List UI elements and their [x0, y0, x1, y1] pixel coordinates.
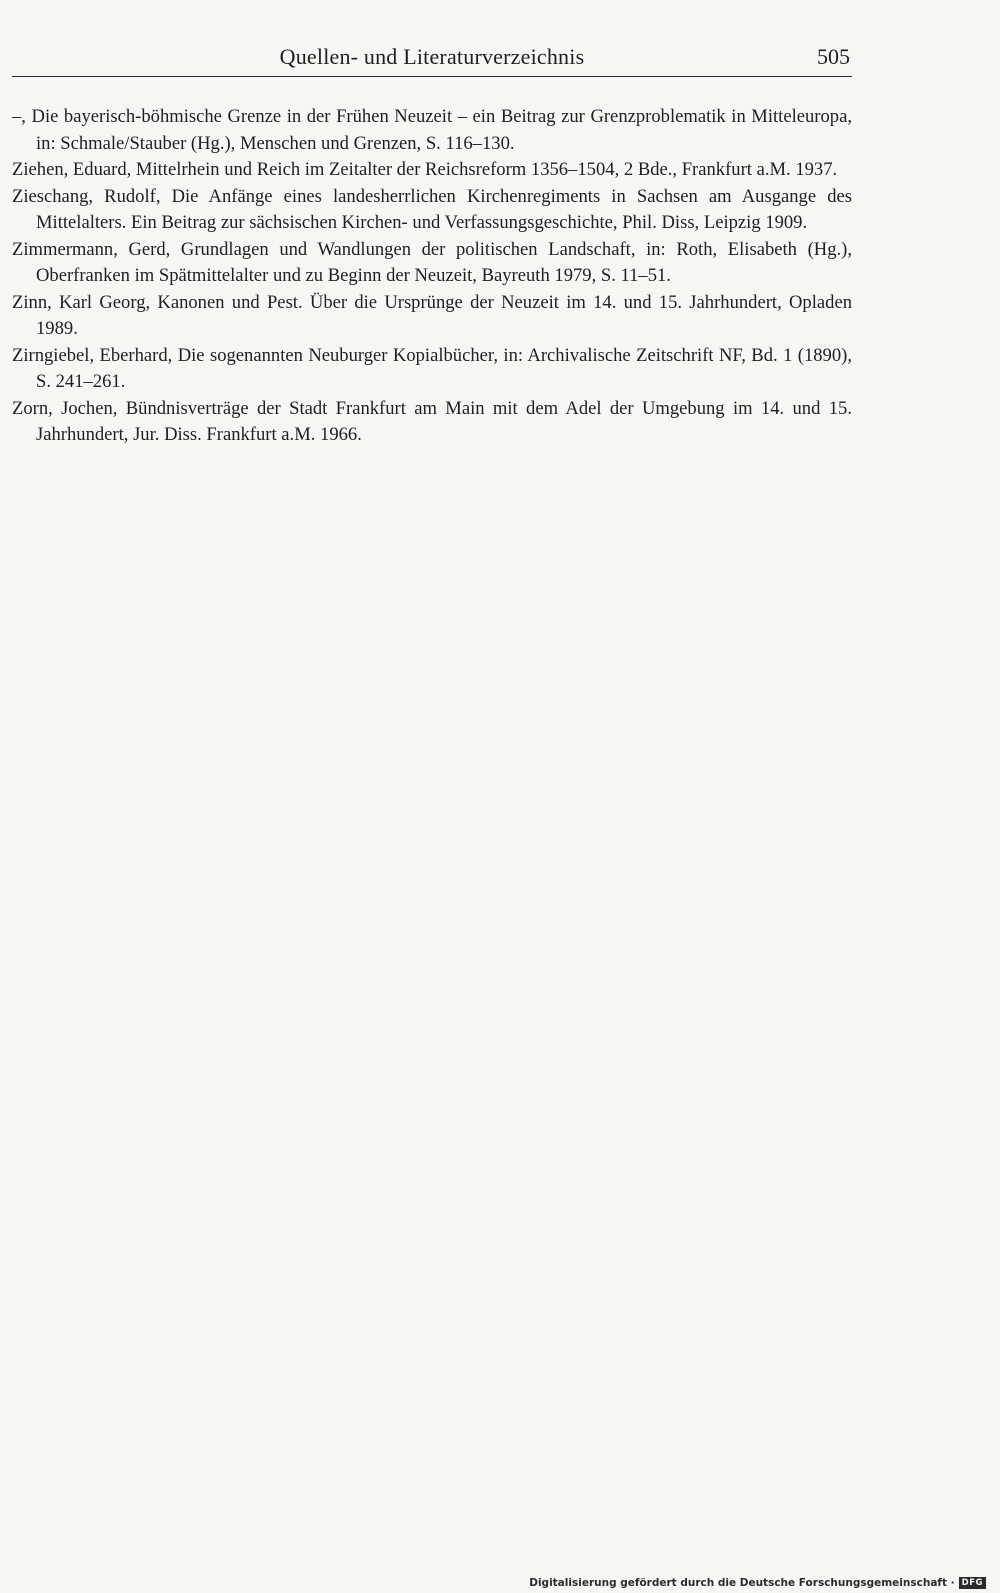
bibliography-entry: Ziehen, Eduard, Mittelrhein und Reich im Zeitalter der Reichsreform 1356–1504, 2 Bde., Frankfurt a.M. 1937. — [12, 159, 838, 180]
digitization-footer — [529, 1577, 986, 1589]
bibliography-list — [12, 104, 852, 449]
bibliography-entry: Zorn, Jochen, Bündnisverträge der Stadt Frankfurt am Main mit dem Adel der Umgebung im 14. und 15. Jahrhundert, Jur. Diss. Frankfurt a.M. 1966. — [12, 397, 852, 445]
footer-credit-text: Digitalisierung gefördert durch die Deutsche Forschungsgemeinschaft · — [529, 1577, 955, 1589]
bibliography-entry: –, Die bayerisch-böhmische Grenze in der Frühen Neuzeit – ein Beitrag zur Grenzproblematik in Mitteleuropa, in: Schmale/Stauber (Hg.), Menschen und Grenzen, S. 116–130. — [12, 106, 852, 154]
bibliography-entry: Zieschang, Rudolf, Die Anfänge eines landesherrlichen Kirchenregiments in Sachsen am Ausgange des Mittelalters. Ein Beitrag zur sächsischen Kirchen- und Verfassungsgeschichte, Phil. Diss, Leipzig 1909. — [12, 185, 852, 233]
bibliography-entry: Zimmermann, Gerd, Grundlagen und Wandlungen der politischen Landschaft, in: Roth, Elisabeth (Hg.), Oberfranken im Spätmittelalter und zu Beginn der Neuzeit, Bayreuth 1979, S. 11–51. — [12, 238, 852, 286]
running-title: Quellen- und Literaturverzeichnis — [279, 44, 585, 69]
bibliography-entry: Zinn, Karl Georg, Kanonen und Pest. Über die Ursprünge der Neuzeit im 14. und 15. Jahrhundert, Opladen 1989. — [12, 291, 852, 339]
bibliography-entry: Zirngiebel, Eberhard, Die sogenannten Neuburger Kopialbücher, in: Archivalische Zeitschrift NF, Bd. 1 (1890), S. 241–261. — [12, 344, 852, 392]
dfg-logo-icon: DFG — [959, 1577, 986, 1589]
page-number: 505 — [817, 44, 850, 69]
running-head — [12, 40, 852, 77]
